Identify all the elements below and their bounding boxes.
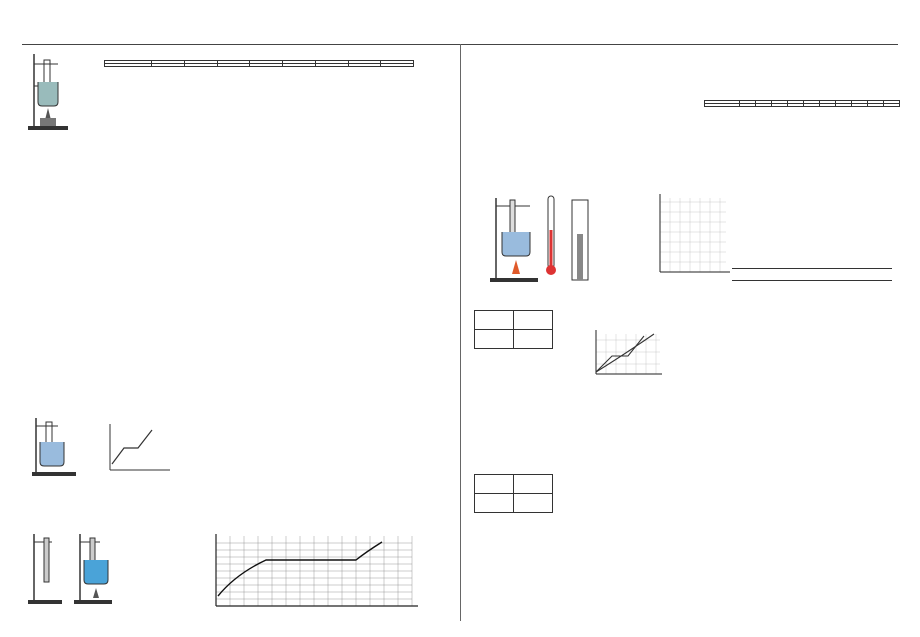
table-cell xyxy=(740,104,756,107)
table-cell xyxy=(788,104,804,107)
table-cell xyxy=(283,64,316,67)
burner-stand-icon xyxy=(26,50,72,134)
answer-line xyxy=(732,280,892,281)
empty-grid-chart xyxy=(646,190,734,282)
score-header xyxy=(475,311,514,330)
table-cell xyxy=(250,64,283,67)
score-cell[interactable] xyxy=(514,330,553,349)
table-cell xyxy=(884,104,900,107)
score-header xyxy=(514,311,553,330)
thermometer-setup-icon xyxy=(486,190,636,290)
score-box-2 xyxy=(474,474,553,513)
fig10-apparatus xyxy=(486,190,636,290)
score-cell[interactable] xyxy=(475,494,514,513)
apparatus-jia-yi xyxy=(26,530,116,610)
heating-curve-chart xyxy=(206,530,434,625)
table-row xyxy=(105,64,414,67)
melting-graph-chart xyxy=(582,326,666,384)
fig13-apparatus xyxy=(26,50,72,134)
table-row xyxy=(475,475,553,494)
temperature-table-1 xyxy=(104,60,414,67)
melting-graph xyxy=(582,326,666,384)
table-header-cell xyxy=(705,104,740,107)
score-cell[interactable] xyxy=(475,330,514,349)
table-cell xyxy=(315,64,348,67)
two-apparatus-icon xyxy=(26,530,116,610)
score-header xyxy=(514,475,553,494)
table-cell xyxy=(756,104,772,107)
score-header xyxy=(475,475,514,494)
table-cell xyxy=(852,104,868,107)
table-cell xyxy=(804,104,820,107)
temperature-table-2 xyxy=(704,100,900,107)
answer-line xyxy=(732,268,892,269)
table-row xyxy=(705,104,900,107)
table-header-cell xyxy=(105,64,152,67)
table-cell xyxy=(184,64,217,67)
table-cell xyxy=(152,64,185,67)
table-row xyxy=(475,494,553,513)
fig21-graph xyxy=(102,420,172,478)
table-cell xyxy=(868,104,884,107)
table-cell xyxy=(836,104,852,107)
column-divider xyxy=(460,44,461,621)
score-box-1 xyxy=(474,310,553,349)
score-cell[interactable] xyxy=(514,494,553,513)
heating-curve-grid xyxy=(206,530,434,625)
table-cell xyxy=(381,64,414,67)
fig21-curve xyxy=(102,420,172,478)
fig20-apparatus xyxy=(28,416,80,480)
table-cell xyxy=(348,64,381,67)
table-cell xyxy=(217,64,250,67)
table-row xyxy=(475,330,553,349)
table-row xyxy=(475,311,553,330)
table-cell xyxy=(772,104,788,107)
table-cell xyxy=(820,104,836,107)
temp-time-grid xyxy=(646,190,734,282)
water-bath-stand-icon xyxy=(28,416,80,480)
